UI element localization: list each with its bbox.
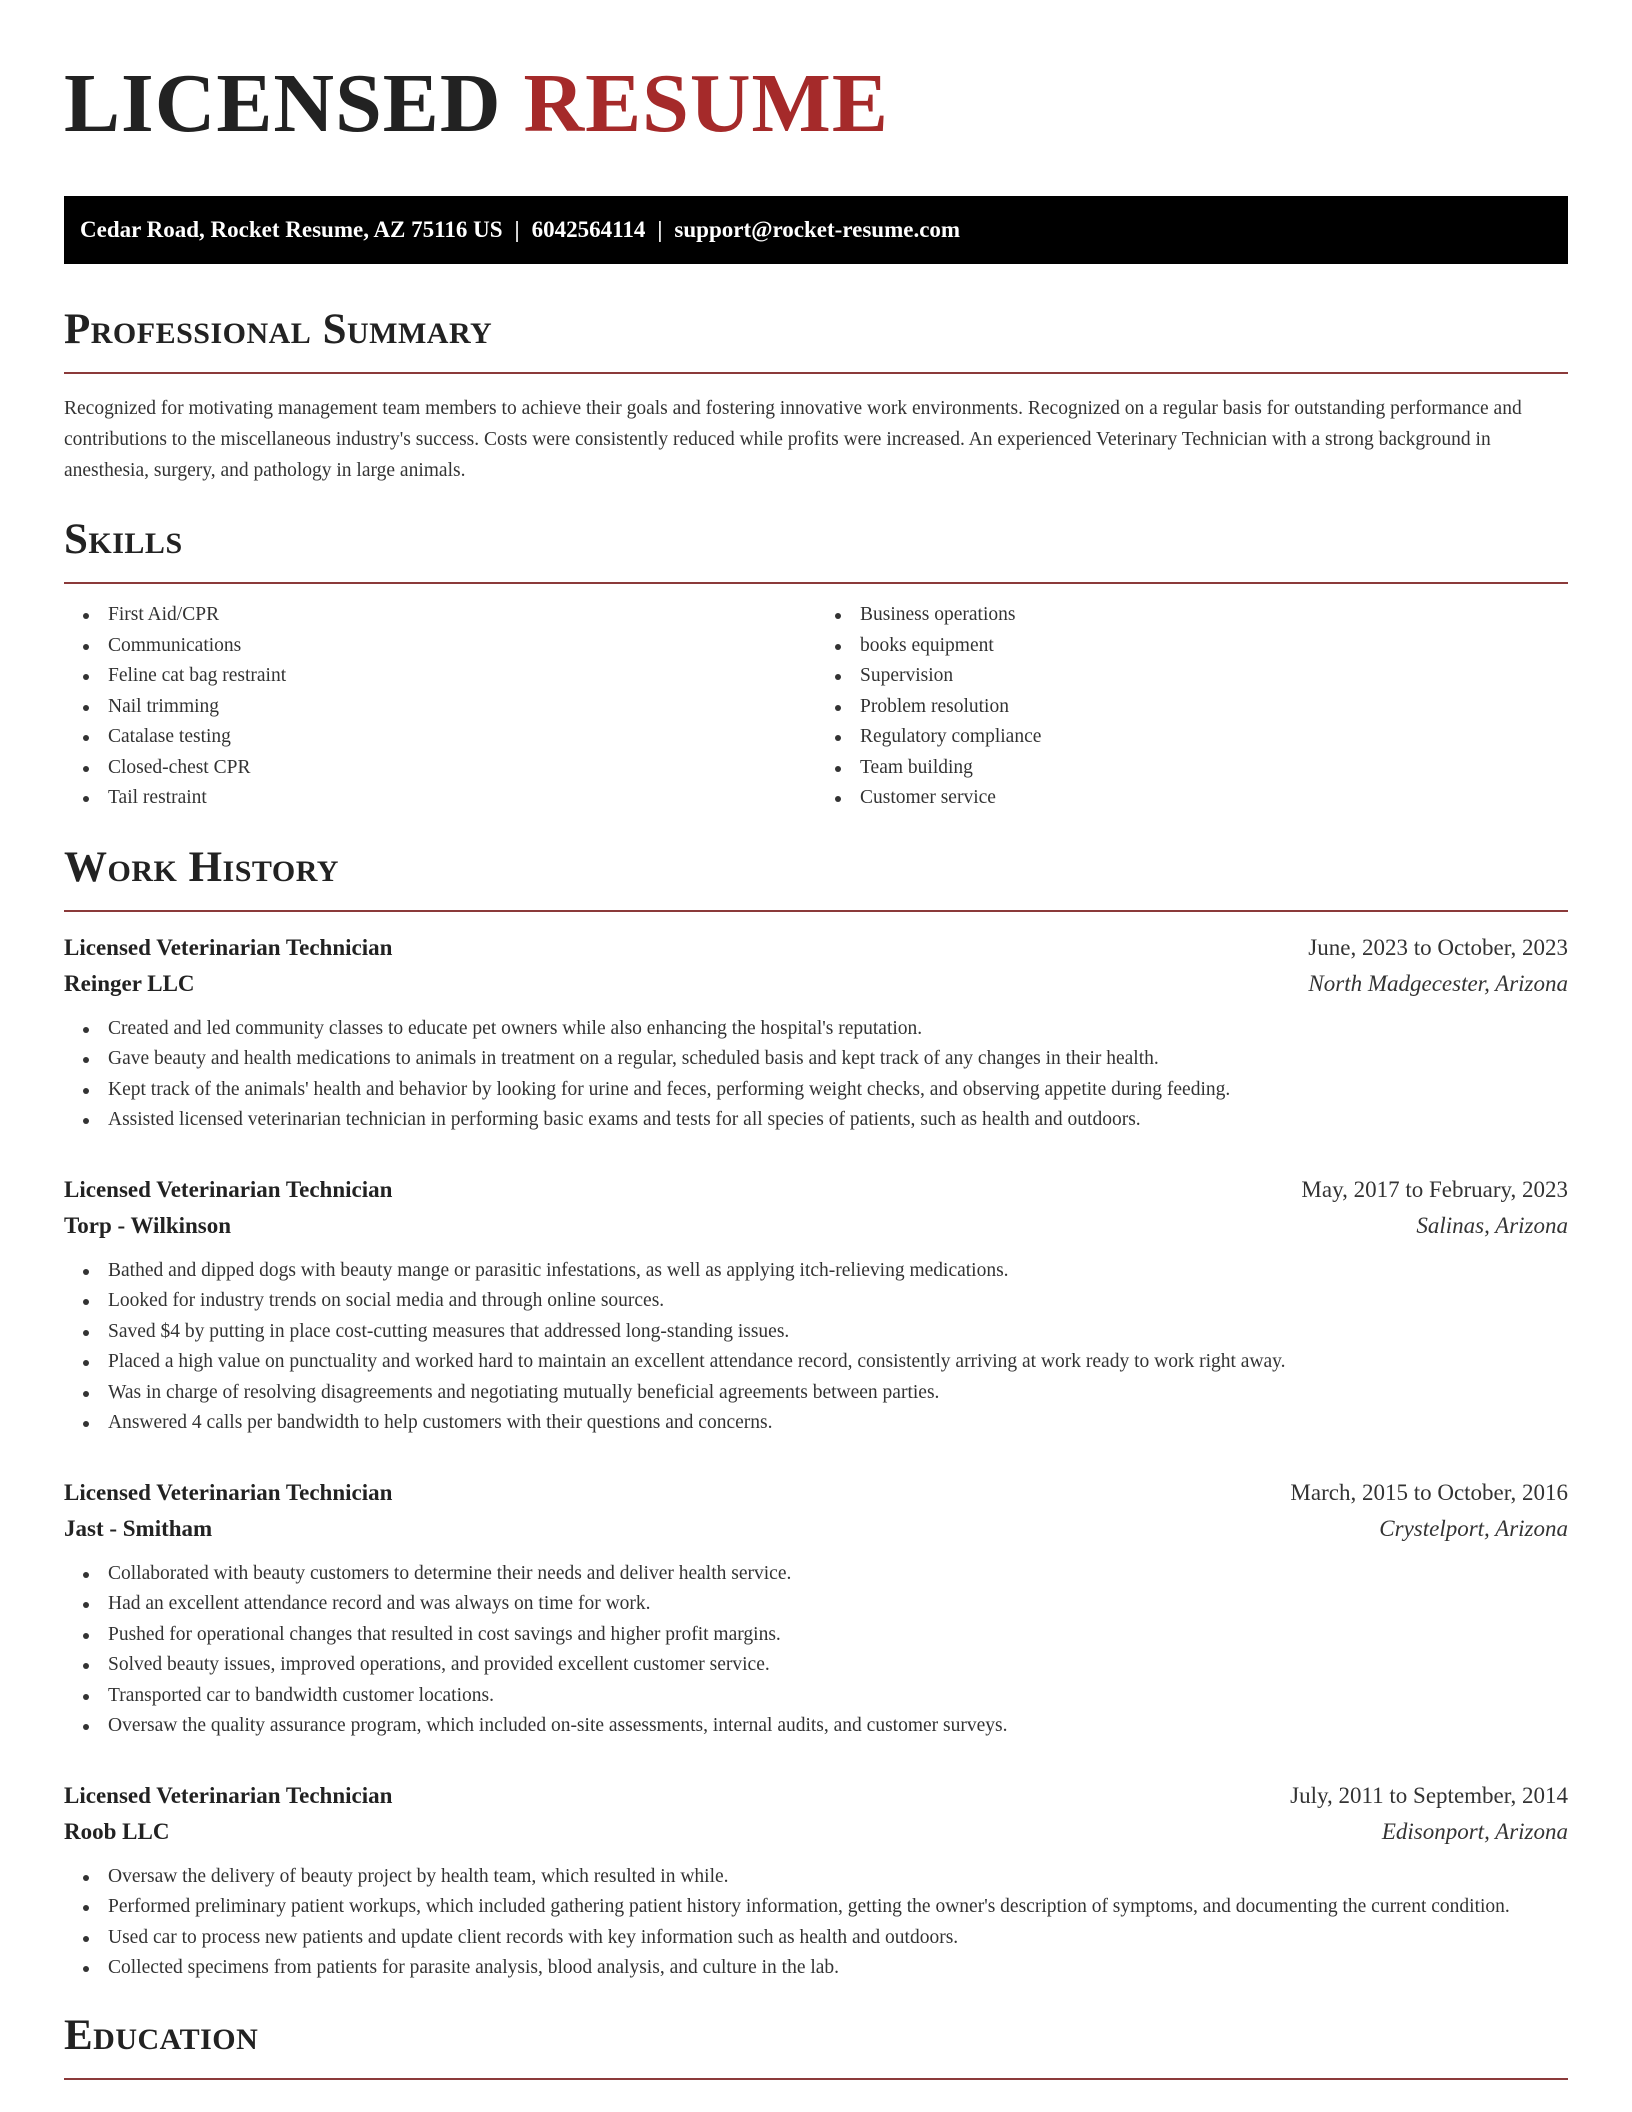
job-company-row <box>64 1511 1568 1547</box>
job-entry <box>64 912 1568 1136</box>
last-name: RESUME <box>523 57 889 150</box>
skills-list <box>64 600 1568 814</box>
skill-item: Communications <box>108 631 816 662</box>
skill-item: Feline cat bag restraint <box>108 661 816 692</box>
section-title-skills: Skills <box>64 516 183 563</box>
job-duties-list <box>64 1862 1568 1984</box>
job-company-row <box>64 966 1568 1002</box>
job-duties-list <box>64 1014 1568 1136</box>
summary-text: Recognized for motivating management team members to achieve their goals and fostering innovative work environments. Recognized on a regular basis for outstanding performance and contributions to the miscellaneous industry's success. Costs were consistently reduced while profits were increased. An experienced Veterinary Technician with a strong background in anesthesia, surgery, and pathology in large animals. <box>64 398 1522 481</box>
job-duty-item: Assisted licensed veterinarian technician in performing basic exams and tests for all species of patients, such as health and outdoors. <box>108 1105 1568 1136</box>
job-duty-item: Collaborated with beauty customers to determine their needs and deliver health service. <box>108 1559 1568 1590</box>
skill-item: Business operations <box>860 600 1568 631</box>
job-dates: May, 2017 to February, 2023 <box>1301 1176 1568 1202</box>
skill-item: First Aid/CPR <box>108 600 816 631</box>
job-duty-item: Placed a high value on punctuality and worked hard to maintain an excellent attendance record, consistently arriving at work ready to work right away. <box>108 1347 1568 1378</box>
job-duties-list <box>64 1256 1568 1439</box>
job-dates: June, 2023 to October, 2023 <box>1308 934 1568 960</box>
skill-item: Supervision <box>860 661 1568 692</box>
job-duty-item: Bathed and dipped dogs with beauty mange or parasitic infestations, as well as applying itch-relieving medications. <box>108 1256 1568 1287</box>
skills-list-right <box>816 600 1568 814</box>
contact-phone: 6042564114 <box>531 217 646 242</box>
section-title-education: Education <box>64 2011 259 2059</box>
job-duty-item: Oversaw the quality assurance program, which included on-site assessments, internal audits, and customer surveys. <box>108 1711 1568 1742</box>
job-header-row <box>64 930 1568 966</box>
skill-item: Closed-chest CPR <box>108 753 816 784</box>
skill-item: Nail trimming <box>108 692 816 723</box>
job-duty-item: Used car to process new patients and update client records with key information such as health and outdoors. <box>108 1923 1568 1954</box>
contact-separator: | <box>514 217 520 242</box>
job-duty-item: Created and led community classes to educate pet owners while also enhancing the hospital's reputation. <box>108 1014 1568 1045</box>
section-divider <box>64 372 1568 374</box>
job-duty-item: Performed preliminary patient workups, which included gathering patient history information, getting the owner's description of symptoms, and documenting the current condition. <box>108 1892 1568 1923</box>
job-entry <box>64 1136 1568 1439</box>
skill-item: books equipment <box>860 631 1568 662</box>
section-title-work-history: Work History <box>64 843 339 891</box>
job-duty-item: Saved $4 by putting in place cost-cutting measures that addressed long-standing issues. <box>108 1317 1568 1348</box>
job-company: Roob LLC <box>64 1818 170 1844</box>
contact-address: Cedar Road, Rocket Resume, AZ 75116 US <box>80 217 503 242</box>
job-duty-item: Looked for industry trends on social media and through online sources. <box>108 1286 1568 1317</box>
job-company-row <box>64 1208 1568 1244</box>
job-company-row <box>64 1814 1568 1850</box>
job-location: Salinas, Arizona <box>1416 1212 1568 1238</box>
job-company: Jast - Smitham <box>64 1515 213 1541</box>
job-title: Licensed Veterinarian Technician <box>64 1479 393 1505</box>
job-company: Reinger LLC <box>64 970 195 996</box>
contact-separator: | <box>657 217 663 242</box>
job-title: Licensed Veterinarian Technician <box>64 934 393 960</box>
skills-list-left <box>64 600 816 814</box>
contact-bar <box>64 196 1568 264</box>
job-entry <box>64 1742 1568 1984</box>
job-location: Edisonport, Arizona <box>1381 1818 1568 1844</box>
skill-item: Problem resolution <box>860 692 1568 723</box>
skills-column-left <box>64 600 816 814</box>
job-header-row <box>64 1778 1568 1814</box>
skill-item: Regulatory compliance <box>860 722 1568 753</box>
job-duty-item: Gave beauty and health medications to animals in treatment on a regular, scheduled basis and kept track of any changes in their health. <box>108 1044 1568 1075</box>
job-duty-item: Solved beauty issues, improved operations, and provided excellent customer service. <box>108 1650 1568 1681</box>
job-duty-item: Had an excellent attendance record and was always on time for work. <box>108 1589 1568 1620</box>
resume-name <box>64 0 1568 154</box>
job-dates: March, 2015 to October, 2016 <box>1290 1479 1568 1505</box>
job-title: Licensed Veterinarian Technician <box>64 1782 393 1808</box>
job-dates: July, 2011 to September, 2014 <box>1290 1782 1568 1808</box>
contact-email: support@rocket-resume.com <box>674 217 961 242</box>
section-divider <box>64 2078 1568 2080</box>
skills-column-right <box>816 600 1568 814</box>
first-name: LICENSED <box>64 57 502 150</box>
job-title: Licensed Veterinarian Technician <box>64 1176 393 1202</box>
job-entry <box>64 1439 1568 1742</box>
skill-item: Team building <box>860 753 1568 784</box>
job-duty-item: Pushed for operational changes that resulted in cost savings and higher profit margins. <box>108 1620 1568 1651</box>
skill-item: Customer service <box>860 783 1568 814</box>
work-history-list <box>64 912 1568 1984</box>
section-title-summary: Professional Summary <box>64 306 493 353</box>
job-duty-item: Transported car to bandwidth customer locations. <box>108 1681 1568 1712</box>
job-header-row <box>64 1475 1568 1511</box>
job-duty-item: Was in charge of resolving disagreements and negotiating mutually beneficial agreements between parties. <box>108 1378 1568 1409</box>
job-location: Crystelport, Arizona <box>1379 1515 1568 1541</box>
skill-item: Catalase testing <box>108 722 816 753</box>
section-divider <box>64 582 1568 584</box>
job-duty-item: Kept track of the animals' health and behavior by looking for urine and feces, performing weight checks, and observing appetite during feeding. <box>108 1075 1568 1106</box>
job-duty-item: Collected specimens from patients for parasite analysis, blood analysis, and culture in the lab. <box>108 1953 1568 1984</box>
job-location: North Madgecester, Arizona <box>1308 970 1568 996</box>
job-duty-item: Oversaw the delivery of beauty project by health team, which resulted in while. <box>108 1862 1568 1893</box>
job-header-row <box>64 1172 1568 1208</box>
skill-item: Tail restraint <box>108 783 816 814</box>
job-duty-item: Answered 4 calls per bandwidth to help customers with their questions and concerns. <box>108 1408 1568 1439</box>
job-company: Torp - Wilkinson <box>64 1212 232 1238</box>
job-duties-list <box>64 1559 1568 1742</box>
